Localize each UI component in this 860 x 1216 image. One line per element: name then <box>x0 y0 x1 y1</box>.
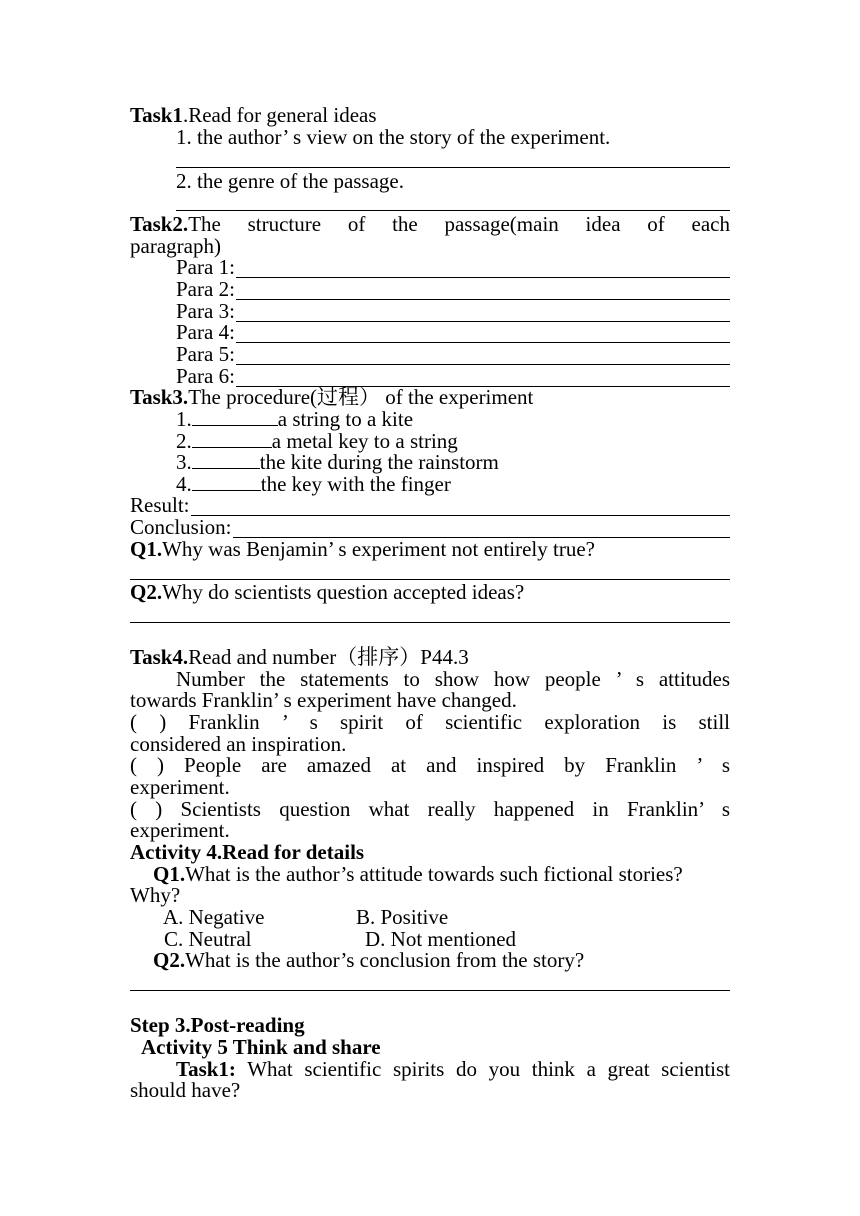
conclusion-row[interactable]: Conclusion: <box>130 516 730 538</box>
task4-instruction-cont: towards Franklin’ s experiment have changed. <box>130 688 517 712</box>
statement-1-cont: considered an inspiration. <box>130 732 347 756</box>
option-c[interactable]: C. Neutral <box>164 927 252 951</box>
answer-blank[interactable] <box>192 430 272 448</box>
task3-q1: Q1.Why was Benjamin’ s experiment not entirely true? <box>130 537 595 561</box>
task1-item2: 2. the genre of the passage. <box>176 169 404 193</box>
para-row-1[interactable]: Para 1: <box>176 256 730 278</box>
answer-line[interactable] <box>236 346 730 365</box>
para-row-6[interactable]: Para 6: <box>176 365 730 387</box>
procedure-step-4: 4. the key with the finger <box>176 472 451 496</box>
answer-line[interactable] <box>176 167 730 168</box>
task2-heading-cont: paragraph) <box>130 234 221 258</box>
option-a[interactable]: A. Negative <box>163 905 265 929</box>
task1-item1: 1. the author’ s view on the story of the experiment. <box>176 125 611 149</box>
step3-heading: Step 3.Post-reading <box>130 1013 305 1037</box>
para-row-2[interactable]: Para 2: <box>176 278 730 300</box>
activity4-q1: Q1.What is the author’s attitude towards such fictional stories? <box>153 862 683 886</box>
task1-label: Task1 <box>130 103 183 127</box>
task2-heading: Task2.The structure of the passage(main idea of each <box>130 212 730 236</box>
statement-3[interactable]: ( ) Scientists question what really happened in Franklin’ s <box>130 797 730 821</box>
activity4-heading: Activity 4.Read for details <box>130 840 365 864</box>
procedure-step-3: 3. the kite during the rainstorm <box>176 450 499 474</box>
answer-line[interactable] <box>130 622 730 623</box>
result-row[interactable]: Result: <box>130 494 730 516</box>
statement-2[interactable]: ( ) People are amazed at and inspired by Franklin ’ s <box>130 753 730 777</box>
procedure-step-1: 1. a string to a kite <box>176 407 414 431</box>
option-b[interactable]: B. Positive <box>356 905 449 929</box>
para-row-4[interactable]: Para 4: <box>176 321 730 343</box>
statement-2-cont: experiment. <box>130 775 230 799</box>
para-row-3[interactable]: Para 3: <box>176 300 730 322</box>
step3-task1: Task1: What scientific spirits do you think a great scientist <box>176 1057 730 1081</box>
statement-3-cont: experiment. <box>130 818 230 842</box>
activity4-q2: Q2.What is the author’s conclusion from the story? <box>153 948 585 972</box>
answer-line[interactable] <box>191 497 730 516</box>
answer-line[interactable] <box>236 324 730 343</box>
task4-instruction: Number the statements to show how people ’ s attitudes <box>176 667 730 691</box>
answer-blank[interactable] <box>192 451 260 469</box>
task3-q2: Q2.Why do scientists question accepted ideas? <box>130 580 525 604</box>
answer-line[interactable] <box>236 303 730 322</box>
activity4-q1-cont: Why? <box>130 883 181 907</box>
procedure-step-2: 2. a metal key to a string <box>176 429 458 453</box>
answer-blank[interactable] <box>192 408 278 426</box>
activity5-heading: Activity 5 Think and share <box>141 1035 381 1059</box>
answer-blank[interactable] <box>192 473 261 491</box>
task3-heading: Task3.The procedure(过程） of the experiment <box>130 385 534 409</box>
statement-1[interactable]: ( ) Franklin ’ s spirit of scientific exploration is still <box>130 710 730 734</box>
option-d[interactable]: D. Not mentioned <box>365 927 517 951</box>
step3-task1-cont: should have? <box>130 1078 241 1102</box>
answer-line[interactable] <box>233 519 730 538</box>
answer-line[interactable] <box>130 990 730 991</box>
answer-line[interactable] <box>236 259 730 278</box>
answer-line[interactable] <box>176 210 730 211</box>
task4-heading: Task4.Read and number（排序）P44.3 <box>130 645 469 669</box>
para-row-5[interactable]: Para 5: <box>176 343 730 365</box>
task1-heading: Task1.Read for general ideas <box>130 103 377 127</box>
answer-line[interactable] <box>236 281 730 300</box>
